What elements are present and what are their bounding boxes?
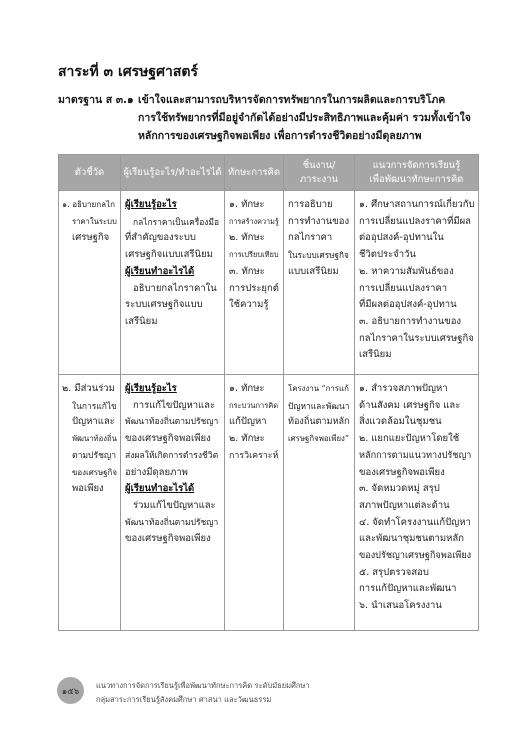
learning-line: การแก้ไขปัญหาและ: [133, 399, 216, 411]
strand-title: สาระที่ ๓ เศรษฐศาสตร์: [58, 64, 199, 80]
activity-line: หลักการตามแนวทางปรัชญา: [359, 450, 472, 461]
task-cell: [284, 375, 355, 631]
thinking-skill-item: [229, 381, 280, 431]
table-header-learning: [121, 155, 225, 191]
activity-item: [359, 431, 475, 481]
table-row: [59, 191, 479, 375]
page-number: ๑๕๖: [61, 686, 80, 697]
footer-text: [96, 679, 416, 707]
standard-text-line: เข้าใจและสามารถบริหารจัดการทรัพยากรในการผลิตและการบริโภค: [138, 94, 446, 106]
task-line: ท้องถิ่นตามหลัก: [288, 417, 350, 428]
indicator-cell: [59, 375, 121, 631]
activity-item: [359, 565, 475, 598]
learning-section: [125, 264, 221, 331]
header-line: เพื่อพัฒนาทักษะการคิด: [369, 173, 464, 185]
indicator-line: ในการแก้ไข: [72, 400, 117, 411]
learning-cell: [121, 191, 225, 375]
thinking-skill-line: ๑. ทักษะ: [229, 383, 265, 394]
task-line: การอธิบาย: [288, 199, 333, 210]
activity-item: [359, 481, 475, 514]
activity-line: การแก้ปัญหาและพัฒนา: [359, 583, 457, 595]
activity-line: ๓. อธิบายการทำงานของ: [359, 315, 462, 327]
learning-line: กลไกราคาเป็นเครื่องมือ: [133, 216, 220, 227]
thinking-skill-item: [229, 197, 280, 230]
learning-heading: ผู้เรียนรู้อะไร: [125, 383, 177, 394]
table-header-row: [59, 155, 479, 191]
thinking-skills-cell-content: [225, 191, 283, 374]
activity-item: [359, 314, 475, 364]
activities-cell-content: [355, 375, 478, 630]
learning-line: ที่สำคัญของระบบ: [125, 232, 196, 244]
table-header-activities: [355, 155, 479, 191]
standard-text: [138, 91, 478, 145]
activities-cell: [355, 191, 479, 375]
table-head: [59, 155, 479, 191]
activity-line: ๔. จัดทำโครงงานแก้ปัญหา: [359, 516, 471, 528]
thinking-skill-item: [229, 264, 280, 314]
thinking-skill-line: การเปรียบเทียบ: [229, 250, 279, 260]
indicator-cell-content: [59, 191, 120, 374]
learning-section: [125, 197, 221, 264]
task-line: กลไกราคา: [288, 232, 333, 244]
learning-heading: ผู้เรียนรู้อะไร: [125, 199, 177, 210]
activity-line: การเปลี่ยนแปลงราคาที่มีผล: [359, 215, 472, 227]
activity-line: ๒. แยกแยะปัญหาโดยใช้: [359, 433, 460, 445]
activity-line: ๒. หาความสัมพันธ์ของ: [359, 265, 454, 277]
thinking-skill-line: ๒. ทักษะ: [229, 433, 265, 445]
thinking-skill-line: ๒. ทักษะ: [229, 232, 265, 244]
task-line: โครงงาน “การแก้: [288, 384, 349, 393]
activity-line: ๖. นำเสนอโครงงาน: [359, 600, 442, 612]
activity-line: และพัฒนาชุมชนตามหลัก: [359, 533, 464, 545]
activities-cell: [355, 375, 479, 631]
activity-line: สภาพปัญหาแต่ละด้าน: [359, 499, 450, 511]
indicator-item: [62, 197, 117, 247]
footer-book-title: แนวทางการจัดการเรียนรู้เพื่อพัฒนาทักษะการคิด ระดับมัธยมศึกษา: [96, 681, 310, 690]
table-header-thinking-skills: [225, 155, 284, 191]
learning-cell-content: [121, 375, 224, 630]
indicator-cell-content: [59, 375, 120, 630]
learning-line: พัฒนาท้องถิ่นตามปรัชญา: [125, 417, 219, 428]
indicator-item: [62, 381, 117, 498]
learning-section: [125, 481, 221, 548]
thinking-skill-item: [229, 230, 280, 263]
learning-line: ของเศรษฐกิจพอเพียง: [125, 433, 211, 445]
activity-line: ของปรัชญาเศรษฐกิจพอเพียง: [359, 551, 472, 562]
standard-text-line: หลักการของเศรษฐกิจพอเพียง เพื่อการดำรงชีวิตอย่างมีดุลยภาพ: [138, 130, 422, 142]
activities-cell-content: [355, 191, 478, 374]
header-line: ชิ้นงาน/: [302, 159, 336, 171]
activity-line: ชีวิตประจำวัน: [359, 249, 416, 261]
learning-cell: [121, 375, 225, 631]
activity-line: กลไกราคาในระบบเศรษฐกิจ: [359, 332, 474, 344]
activity-line: ๓. จัดหมวดหมู่ สรุป: [359, 483, 440, 495]
thinking-skill-line: การวิเคราะห์: [229, 450, 279, 461]
indicator-line: ราคาในระบบ: [72, 216, 117, 226]
task-line: แบบเสรีนิยม: [288, 265, 339, 277]
learning-heading: ผู้เรียนทำอะไรได้: [125, 265, 195, 277]
standard-label: มาตรฐาน ส ๓.๑: [58, 94, 134, 106]
task-cell-content: [284, 191, 354, 374]
header-line: ผู้เรียนรู้อะไร/ทำอะไรได้: [123, 166, 222, 178]
activity-item: [359, 197, 475, 264]
learning-cell-content: [121, 191, 224, 374]
activity-item: [359, 598, 475, 615]
table-header-tasks: [284, 155, 355, 191]
activity-line: ที่มีผลต่ออุปสงค์-อุปทาน: [359, 299, 457, 311]
header-line: ภาระงาน: [299, 173, 339, 185]
activity-item: [359, 381, 475, 431]
activity-line: เสรีนิยม: [359, 349, 392, 361]
table-row: [59, 375, 479, 631]
indicator-line: ตามปรัชญา: [72, 450, 117, 461]
indicator-line: เศรษฐกิจ: [72, 232, 110, 244]
activity-line: การเปลี่ยนแปลงราคา: [359, 282, 448, 294]
indicator-line: ๒. มีส่วนร่วม: [62, 383, 115, 394]
table-body: [59, 191, 479, 631]
thinking-skill-line: ๑. ทักษะ: [229, 199, 265, 210]
task-line: เศรษฐกิจพอเพียง”: [288, 434, 349, 444]
table-header-indicator: [59, 155, 121, 191]
indicator-line: พอเพียง: [72, 483, 104, 495]
task-cell-content: [284, 375, 354, 630]
thinking-skills-cell: [225, 375, 284, 631]
learning-section: [125, 381, 221, 481]
footer-subject-group: กลุ่มสาระการเรียนรู้สังคมศึกษา ศาสนา และวัฒนธรรม: [96, 695, 272, 704]
task-item: [288, 197, 351, 281]
activity-line: ๑. สำรวจสภาพปัญหา: [359, 383, 448, 394]
task-cell: [284, 191, 355, 375]
indicator-line: ๑. อธิบายกลไก: [62, 200, 115, 209]
indicator-line: ปัญหาและ: [72, 416, 115, 428]
learning-line: อย่างมีดุลยภาพ: [125, 466, 188, 478]
activity-line: ต่ออุปสงค์-อุปทานใน: [359, 232, 444, 244]
task-line: ปัญหาและพัฒนา: [288, 400, 350, 411]
thinking-skill-line: ใช้ความรู้: [229, 299, 269, 311]
indicator-table: [58, 154, 479, 631]
indicator-line: ของเศรษฐกิจ: [72, 467, 117, 477]
indicator-cell: [59, 191, 121, 375]
learning-line: ร่วมแก้ไขปัญหาและ: [133, 499, 216, 511]
thinking-skill-line: การประยุกต์: [229, 282, 279, 294]
thinking-skill-line: แก้ปัญหา: [229, 416, 267, 428]
standard-text-line: การใช้ทรัพยากรที่มีอยู่จำกัดได้อย่างมีประสิทธิภาพและคุ้มค่า รวมทั้งเข้าใจ: [138, 112, 471, 124]
learning-line: เศรษฐกิจแบบเสรีนิยม: [125, 249, 213, 261]
learning-line: อธิบายกลไกราคาใน: [133, 282, 217, 294]
activity-line: ของเศรษฐกิจพอเพียง: [359, 466, 445, 478]
task-line: ในระบบเศรษฐกิจ: [288, 250, 349, 261]
thinking-skill-line: การสร้างความรู้: [229, 216, 279, 226]
learning-line: ของเศรษฐกิจพอเพียง: [125, 533, 211, 545]
header-line: ตัวชี้วัด: [74, 166, 105, 178]
activity-line: ๑. ศึกษาสถานการณ์เกี่ยวกับ: [359, 199, 475, 210]
learning-line: ระบบเศรษฐกิจแบบ: [125, 299, 203, 311]
indicator-line: พัฒนาท้องถิ่น: [72, 434, 117, 444]
learning-line: เสรีนิยม: [125, 315, 158, 327]
learning-line: พัฒนาท้องถิ่นตามปรัชญา: [125, 517, 219, 528]
activity-item: [359, 264, 475, 314]
activity-line: ๕. สรุปตรวจสอบ: [359, 566, 429, 578]
learning-line: ส่งผลให้เกิดการดำรงชีวิต: [125, 450, 219, 461]
header-line: ทักษะการคิด: [227, 166, 281, 178]
thinking-skills-cell-content: [225, 375, 283, 630]
header-line: แนวการจัดการเรียนรู้: [372, 159, 461, 171]
activity-item: [359, 515, 475, 565]
learning-heading: ผู้เรียนทำอะไรได้: [125, 483, 195, 495]
thinking-skill-line: กระบวนการคิด: [229, 400, 279, 410]
activity-line: สิ่งแวดล้อมในชุมชน: [359, 416, 442, 428]
activity-line: ด้านสังคม เศรษฐกิจ และ: [359, 399, 461, 411]
page-number-badge: [57, 677, 84, 704]
task-item: [288, 381, 351, 448]
thinking-skill-line: ๓. ทักษะ: [229, 265, 265, 277]
thinking-skills-cell: [225, 191, 284, 375]
thinking-skill-item: [229, 431, 280, 464]
task-line: การทำงานของ: [288, 215, 350, 227]
